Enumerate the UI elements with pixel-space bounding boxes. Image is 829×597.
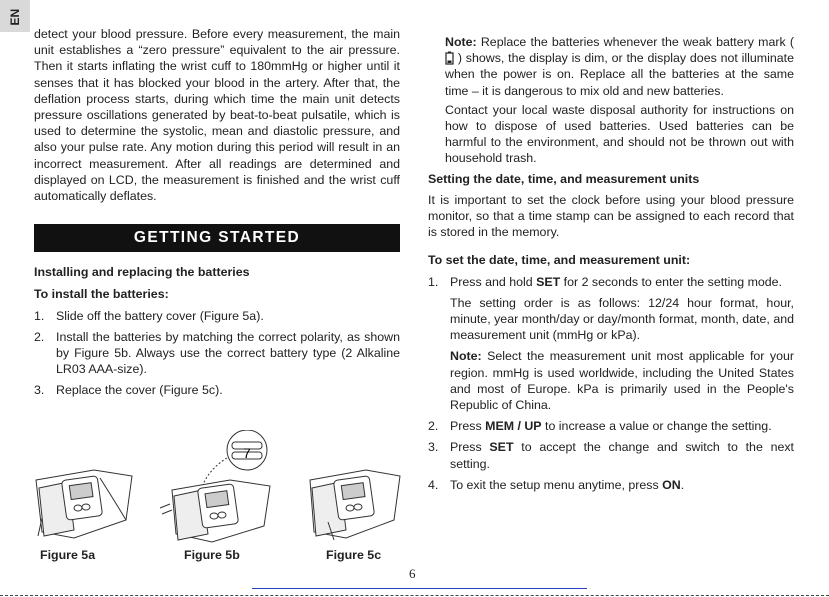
step-number: 1. <box>34 308 45 323</box>
step-text: for 2 seconds to enter the setting mode. <box>560 274 783 289</box>
figure-5a-caption: Figure 5a <box>40 548 96 562</box>
list-item <box>428 418 794 434</box>
step-number: 3. <box>428 440 439 455</box>
step-text: To exit the setup menu anytime, press <box>450 477 663 492</box>
figure-5b-illustration <box>152 430 277 545</box>
left-column <box>34 26 400 399</box>
step-text: to increase a value or change the setting. <box>541 419 772 434</box>
language-label: EN <box>7 8 22 26</box>
to-set-heading: To set the date, time, and measurement unit: <box>428 253 691 268</box>
right-column <box>428 34 794 493</box>
setting-paragraph: It is important to set the clock before using your blood pressure monitor, so that a time stamp can be assigned to each record that is stored in the memory. <box>428 192 794 240</box>
unit-note <box>450 348 794 413</box>
figure-5b-caption: Figure 5b <box>184 548 240 562</box>
list-item <box>34 382 400 398</box>
step-text: Replace the cover (Figure 5c). <box>56 383 223 398</box>
svg-text:7: 7 <box>243 445 251 461</box>
footer-line <box>252 588 587 589</box>
battery-note <box>428 34 794 99</box>
weak-battery-icon <box>445 51 454 65</box>
step-text: Press <box>450 419 486 434</box>
list-item <box>34 329 400 378</box>
figures-row <box>34 430 400 565</box>
step-text: Press <box>450 440 490 455</box>
note-text-b: ) shows, the display is dim, or the display does not illuminate when the power is on. Replace all the batteries at the same time – it is dangerous to mix old and new batteries. <box>445 51 794 98</box>
unit-note-text: Select the measurement unit most applicable for your region. mmHg is used worldwide, including the United States and most of Europe. kPa is primarily used in the People's Republic of China. <box>450 349 794 413</box>
mem-up-key-label: MEM / UP <box>485 419 542 434</box>
list-item <box>428 274 794 414</box>
step-text: Slide off the battery cover (Figure 5a). <box>56 308 264 323</box>
step-number: 4. <box>428 477 439 492</box>
batteries-subheading: Installing and replacing the batteries <box>34 265 250 280</box>
step-number: 2. <box>428 419 439 434</box>
on-key-label: ON <box>662 477 681 492</box>
install-batteries-subheading: To install the batteries: <box>34 287 169 302</box>
note-label: Note: <box>445 35 477 49</box>
step-number: 2. <box>34 329 45 344</box>
figure-5c-illustration <box>306 460 402 545</box>
list-item <box>428 439 794 471</box>
setting-order-text: The setting order is as follows: 12/24 hour format, hour, minute, year month/day or day/month format, month, date, and measurement unit (mmHg or kPa). <box>450 295 794 343</box>
disposal-paragraph: Contact your local waste disposal authority for instructions on how to dispose of used batteries. Used batteries can be harmful to the environment, and should not be thrown out with household trash. <box>445 102 794 166</box>
section-heading: GETTING STARTED <box>34 224 400 252</box>
figure-5c-caption: Figure 5c <box>326 548 382 562</box>
intro-paragraph: detect your blood pressure. Before every measurement, the main unit establishes a “zero pressure” equivalent to the air pressure. Then it starts inflating the wrist cuff to 180mmHg or higher until it senses that it has blocked your blood in the artery. After that, the deflation process starts, during which time the main unit detects pressure oscillations generated by beat-to-beat pulsatile, which is used to determine the systolic, mean and diastolic pressure, and also your pulse rate. Any motion during this period will result in an incorrect measurement. After all readings are determined and displayed on LCD, the measurement is finished and the wrist cuff automatically deflates. <box>34 27 400 204</box>
note-label: Note: <box>450 349 482 364</box>
setting-steps-list <box>428 274 794 493</box>
figure-5a-illustration <box>34 460 134 545</box>
bottom-rule <box>0 595 829 596</box>
list-item <box>428 477 794 493</box>
step-text: Press and hold <box>450 274 537 289</box>
step-text: Install the batteries by matching the correct polarity, as shown by Figure 5b. Always use the correct battery type (2 Alkaline LR03 AAA-size). <box>56 329 400 377</box>
step-text: . <box>680 477 685 492</box>
set-key-label: SET <box>489 440 514 455</box>
step-text: to accept the change and switch to the next setting. <box>450 440 794 471</box>
set-key-label: SET <box>536 274 561 289</box>
language-tab <box>0 0 30 32</box>
install-steps-list <box>34 308 400 399</box>
page-number: 6 <box>409 566 416 581</box>
note-text-a: Replace the batteries whenever the weak battery mark ( <box>480 35 794 49</box>
list-item <box>34 308 400 324</box>
step-number: 3. <box>34 383 45 398</box>
setting-heading: Setting the date, time, and measurement units <box>428 171 700 186</box>
step-number: 1. <box>428 274 439 289</box>
